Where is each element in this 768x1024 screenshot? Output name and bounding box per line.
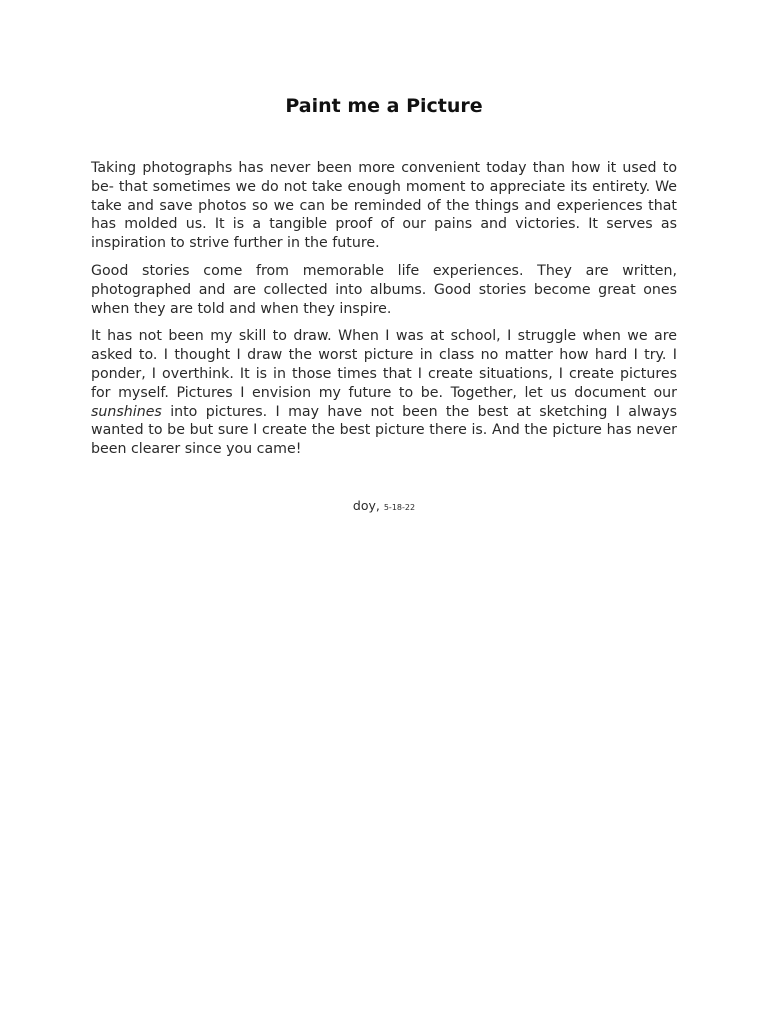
paragraph-3-text-start: It has not been my skill to draw. When I was at school, I struggle when we are asked to. I thought I draw the worst picture in class no matter how hard I try. I ponder, I overthink. It is in those times that I create situations, I create pictures for myself. Pictures I envision my future to be. Together, let us document our — [91, 328, 677, 401]
paragraph-3-italic-word: sunshines — [91, 403, 162, 420]
paragraph-2: Good stories come from memorable life experiences. They are written, photographed and are collected into albums. Good stories become great ones when they are told and when they inspire. — [91, 262, 677, 317]
paragraph-1: Taking photographs has never been more convenient today than how it used to be- that sometimes we do not take enough moment to appreciate its entirety. We take and save photos so we can be reminded of the things and experiences that has molded us. It is a tangible proof of our pains and victories. It serves as inspiration to strive further in the future. — [91, 160, 677, 252]
document-title: Paint me a Picture — [285, 95, 483, 117]
document-body — [91, 159, 677, 468]
signature-name: doy, — [352, 498, 380, 513]
signature-date: 5-18-22 — [383, 503, 416, 512]
signature — [91, 497, 677, 517]
paragraph-3 — [91, 327, 677, 459]
paragraph-3-text-end: into pictures. I may have not been the best at sketching I always wanted to be but sure I create the best picture there is. And the picture has never been clearer since you came! — [91, 403, 677, 458]
